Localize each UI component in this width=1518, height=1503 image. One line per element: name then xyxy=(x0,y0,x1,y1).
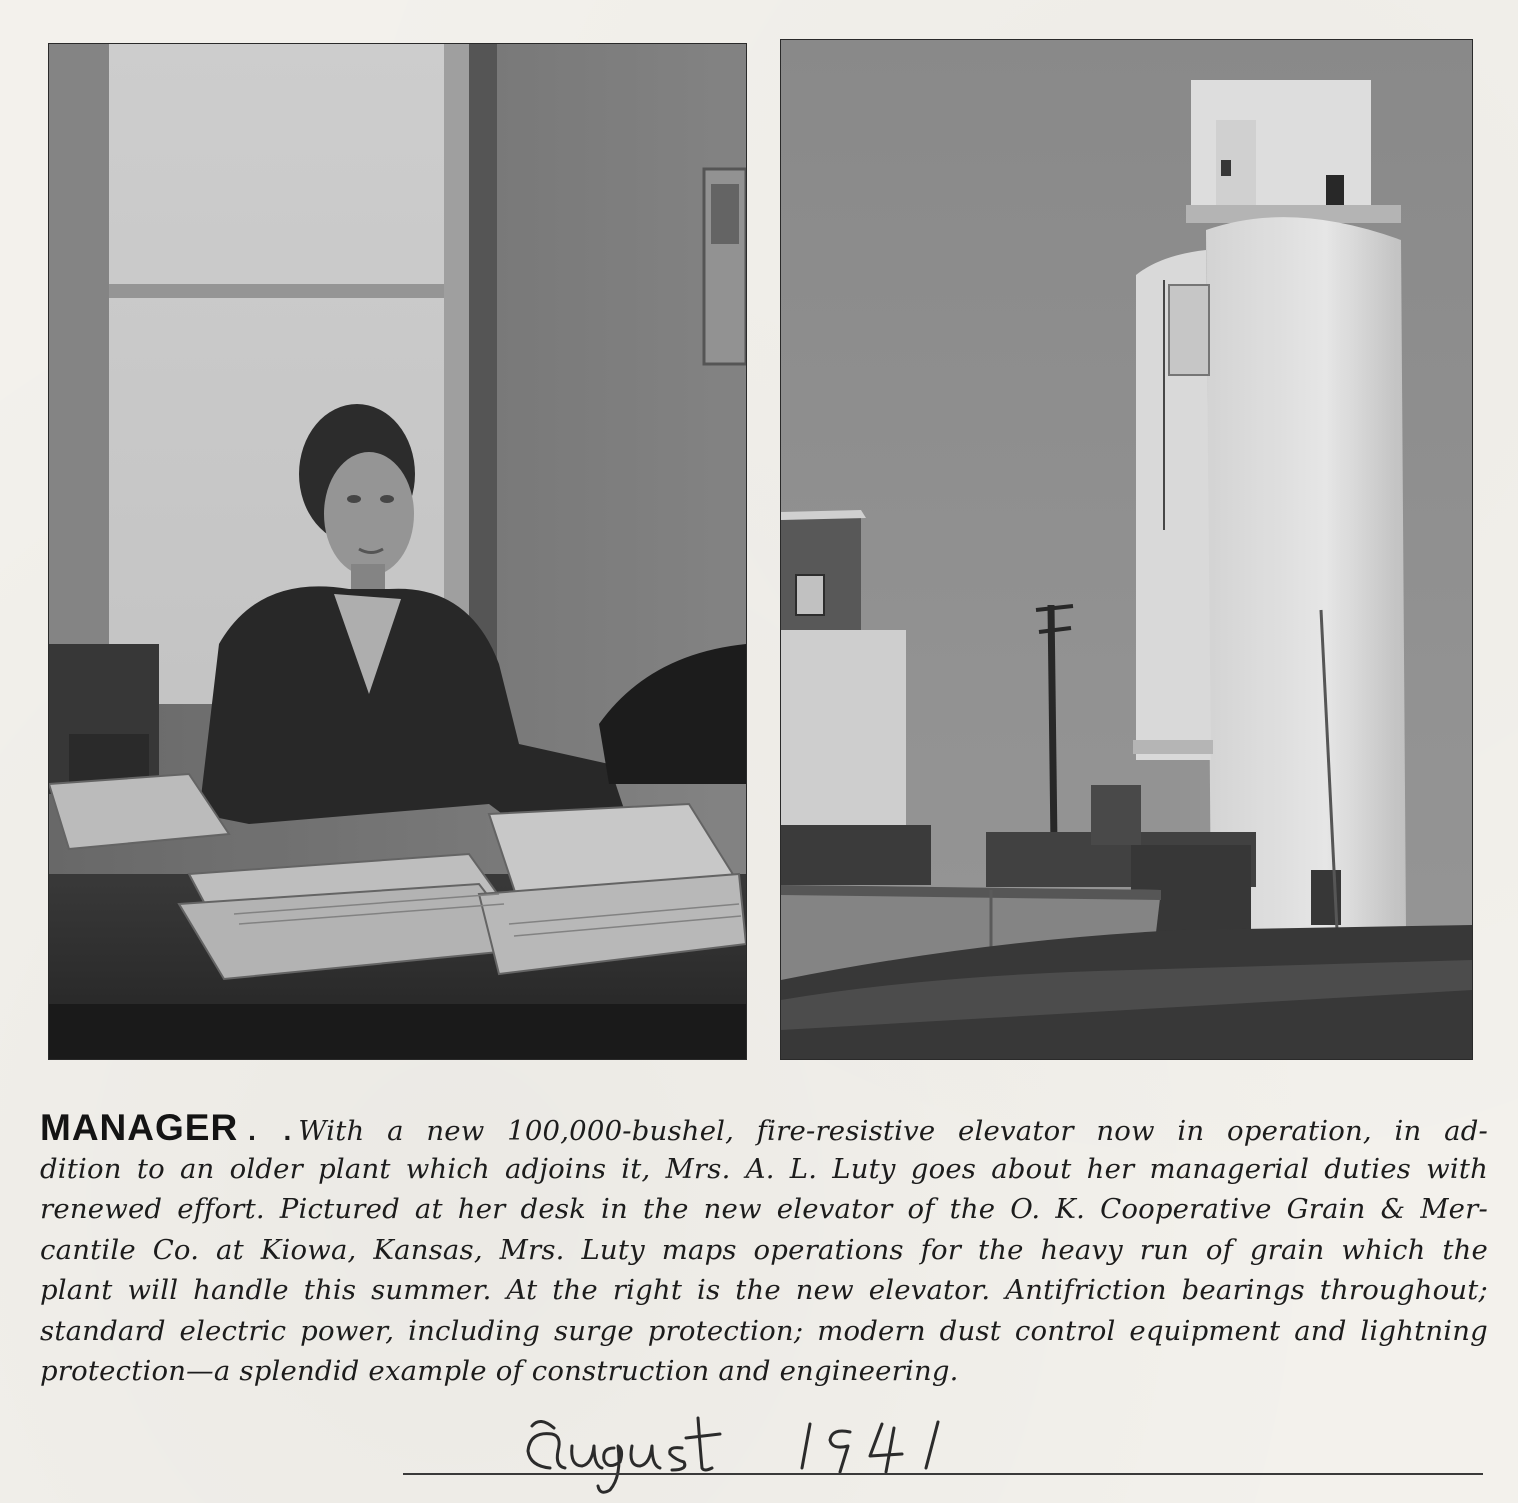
handwritten-date xyxy=(510,1406,980,1496)
caption-line-5: plant will handle this summer. At the right is the new elevator. Antifriction bearings throughout; xyxy=(40,1274,1488,1306)
photo-manager-at-desk xyxy=(49,44,746,1059)
caption-line-7: protection—a splendid example of construction and engineering. xyxy=(40,1355,959,1387)
caption-line-6: standard electric power, including surge protection; modern dust control equipment and lightning xyxy=(40,1314,1488,1347)
caption-text: With a new 100,000-bushel, fire-resistive elevator now in operation, in ad- xyxy=(298,1115,1488,1147)
photo-grain-elevator xyxy=(781,40,1472,1059)
caption-line-3: renewed effort. Pictured at her desk in the new elevator of the O. K. Cooperative Grain & Mer- xyxy=(40,1193,1488,1225)
caption-line-1 xyxy=(40,1108,1488,1149)
caption-line-4: cantile Co. at Kiowa, Kansas, Mrs. Luty maps operations for the heavy run of grain which the xyxy=(40,1233,1488,1266)
manager-photo-graphic xyxy=(49,44,746,1059)
caption-separator: . . xyxy=(248,1115,295,1146)
caption-block xyxy=(40,1108,1488,1392)
signature-rule xyxy=(403,1473,1483,1475)
caption-line-2: dition to an older plant which adjoins it, Mrs. A. L. Luty goes about her managerial duties with xyxy=(40,1152,1488,1185)
elevator-photo-graphic xyxy=(781,40,1472,1059)
caption-headline: MANAGER xyxy=(40,1108,239,1148)
